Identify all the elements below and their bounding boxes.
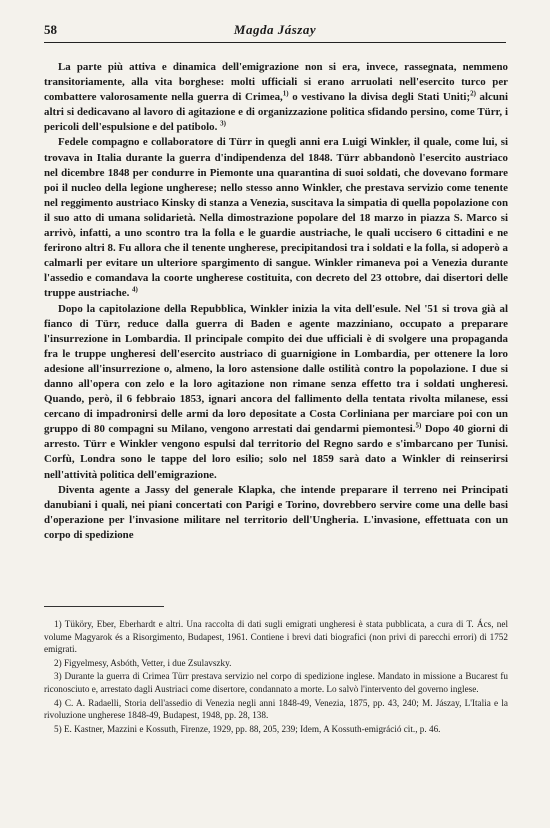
main-text xyxy=(44,60,508,543)
paragraph-3-text-b: Dopo 40 giorni di arresto. Türr e Winkler vengono espulsi dal territorio del Regno sardo e s'imbarcano per Tunisi. Corfù, Londra sono le tappe del loro esilio; solo nel 1859 sarà dato a Winkler di reinserirsi nell'attività politica dell'emigrazione. xyxy=(44,423,509,481)
paragraph-4-text: Diventa agente a Jassy del generale Klapka, che intende preparare il terreno nei Principati danubiani i quali, nei piani concertati con Parigi e Torino, dovrebbero servire come una delle basi d'operazione per l'invasione militare nel territorio dell'Ungheria. L'invasione, effettuata con un corpo di spedizione xyxy=(44,483,508,541)
footnote-ref-3: 3) xyxy=(220,119,226,128)
footnote-divider xyxy=(44,606,164,607)
paragraph-1-text-c: alcuni altri si dedicavano al lavoro di agitazione e di organizzazione politica sfidando persino, come Türr, i pericoli dell'espulsione e del patibolo. xyxy=(44,91,509,134)
page-number: 58 xyxy=(44,22,57,37)
paragraph-3 xyxy=(44,302,508,483)
footnotes xyxy=(44,618,508,736)
footnote-1: 1) Tüköry, Eber, Eberhardt e altri. Una raccolta di dati sugli emigrati ungheresi è stata pubblicata, a cura di T. Ács, nel volume Magyarok és a Risorgimento, Budapest, 1961. Contiene i brevi dati biografici (non privi di parecchi errori) di 1752 emigrati. xyxy=(44,619,508,655)
footnote-ref-1: 1) xyxy=(282,89,289,98)
footnote-3: 3) Durante la guerra di Crimea Türr prestava servizio nel corpo di spedizione inglese. Mandato in missione a Bucarest fu riconosciuto e, arrestato dagli Austriaci come disertore, condannato a morte. Lo salvò l'intervento del governo inglese. xyxy=(44,671,508,694)
paragraph-4 xyxy=(44,483,508,543)
paragraph-2-text: Fedele compagno e collaboratore di Türr in quegli anni era Luigi Winkler, il quale, come lui, si trovava in Italia durante la guerra d'indipendenza del 1848. Türr abbandonò l'esercito austriaco nel dicembre 1848 per condurre in Piemonte una quarantina di suoi soldati, che dovevano formare poi il nucleo della legione ungherese; nello stesso anno Winkler, che prestava servizio come tenente nel reggimento austriaco Kinsky di stanza a Venezia, suscitava la simpatia di quella popolazione con il suo atto di umana solidarietà. Nella dimostrazione popolare del 18 marzo in piazza S. Marco si arrivò, infatti, a uno scontro tra la folla e le guardie austriache, le quali uccisero 6 cittadini e ne ferirono altri 8. Fu allora che il tenente ungherese, precipitandosi tra i soldati e la folla, si adoperò a calmarli per evitare un ulteriore spargimento di sangue. Winkler rimaneva poi a Venezia durante l'assedio e comandava la coorte ungherese costituita, con decreto del 23 ottobre, dai disertori delle truppe austriache. xyxy=(44,136,508,300)
paragraph-3-text-a: Dopo la capitolazione della Repubblica, Winkler inizia la vita dell'esule. Nel '51 si trova già al fianco di Türr, reduce dalla guerra di Baden e agente mazziniano, occupato a preparare l'insurrezione in Lombardia. Il principale compito dei due ufficiali è di svolgere una propaganda fra le truppe ungheresi dell'esercito austriaco di guarnigione in Lombardia, per ottenere la loro adesione all'insurrezione o, almeno, la loro astensione dalle ostilità contro la popolazione. I due si danno all'opera con zelo e la loro agitazione non rimane senza effetto tra i soldati ungheresi. Quando, però, il 6 febbraio 1853, ignari ancora del fallimento della tentata rivolta milanese, essi cercano di impadronirsi delle armi da loro depositate a Costa Corliniana per marciare poi con un gruppo di 80 compagni su Milano, vengono arrestati dai gendarmi piemontesi. xyxy=(44,302,508,436)
running-title: Magda Jászay xyxy=(233,22,317,37)
footnote-5: 5) E. Kastner, Mazzini e Kossuth, Firenze, 1929, pp. 88, 205, 239; Idem, A Kossuth-emigráció cit., p. 46. xyxy=(54,723,441,734)
page-header xyxy=(44,20,506,43)
footnote-ref-4: 4) xyxy=(132,285,138,294)
paragraph-2 xyxy=(44,135,508,301)
footnote-ref-2: 2) xyxy=(470,89,476,98)
footnote-4: 4) C. A. Radaelli, Storia dell'assedio di Venezia negli anni 1848-49, Venezia, 1875, pp. 43, 240; M. Jászay, L'Italia e la rivoluzione ungherese 1848-49, Budapest, 1948, pp. 28, 138. xyxy=(44,697,508,721)
paragraph-1-text-b: o vestivano la divisa degli Stati Uniti; xyxy=(288,91,471,104)
footnote-ref-5: 5) xyxy=(415,421,422,430)
paragraph-1 xyxy=(44,60,508,135)
paragraph-1-text-a: La parte più attiva e dinamica dell'emigrazione non si era, invece, rassegnata, nemmeno transitoriamente, alla vita borghese: molti ufficiali si erano arruolati nell'esercito turco per combattere valorosamente nella guerra di Crimea, xyxy=(44,61,508,104)
footnote-2: 2) Figyelmesy, Asbóth, Vetter, i due Zsulavszky. xyxy=(54,657,232,668)
